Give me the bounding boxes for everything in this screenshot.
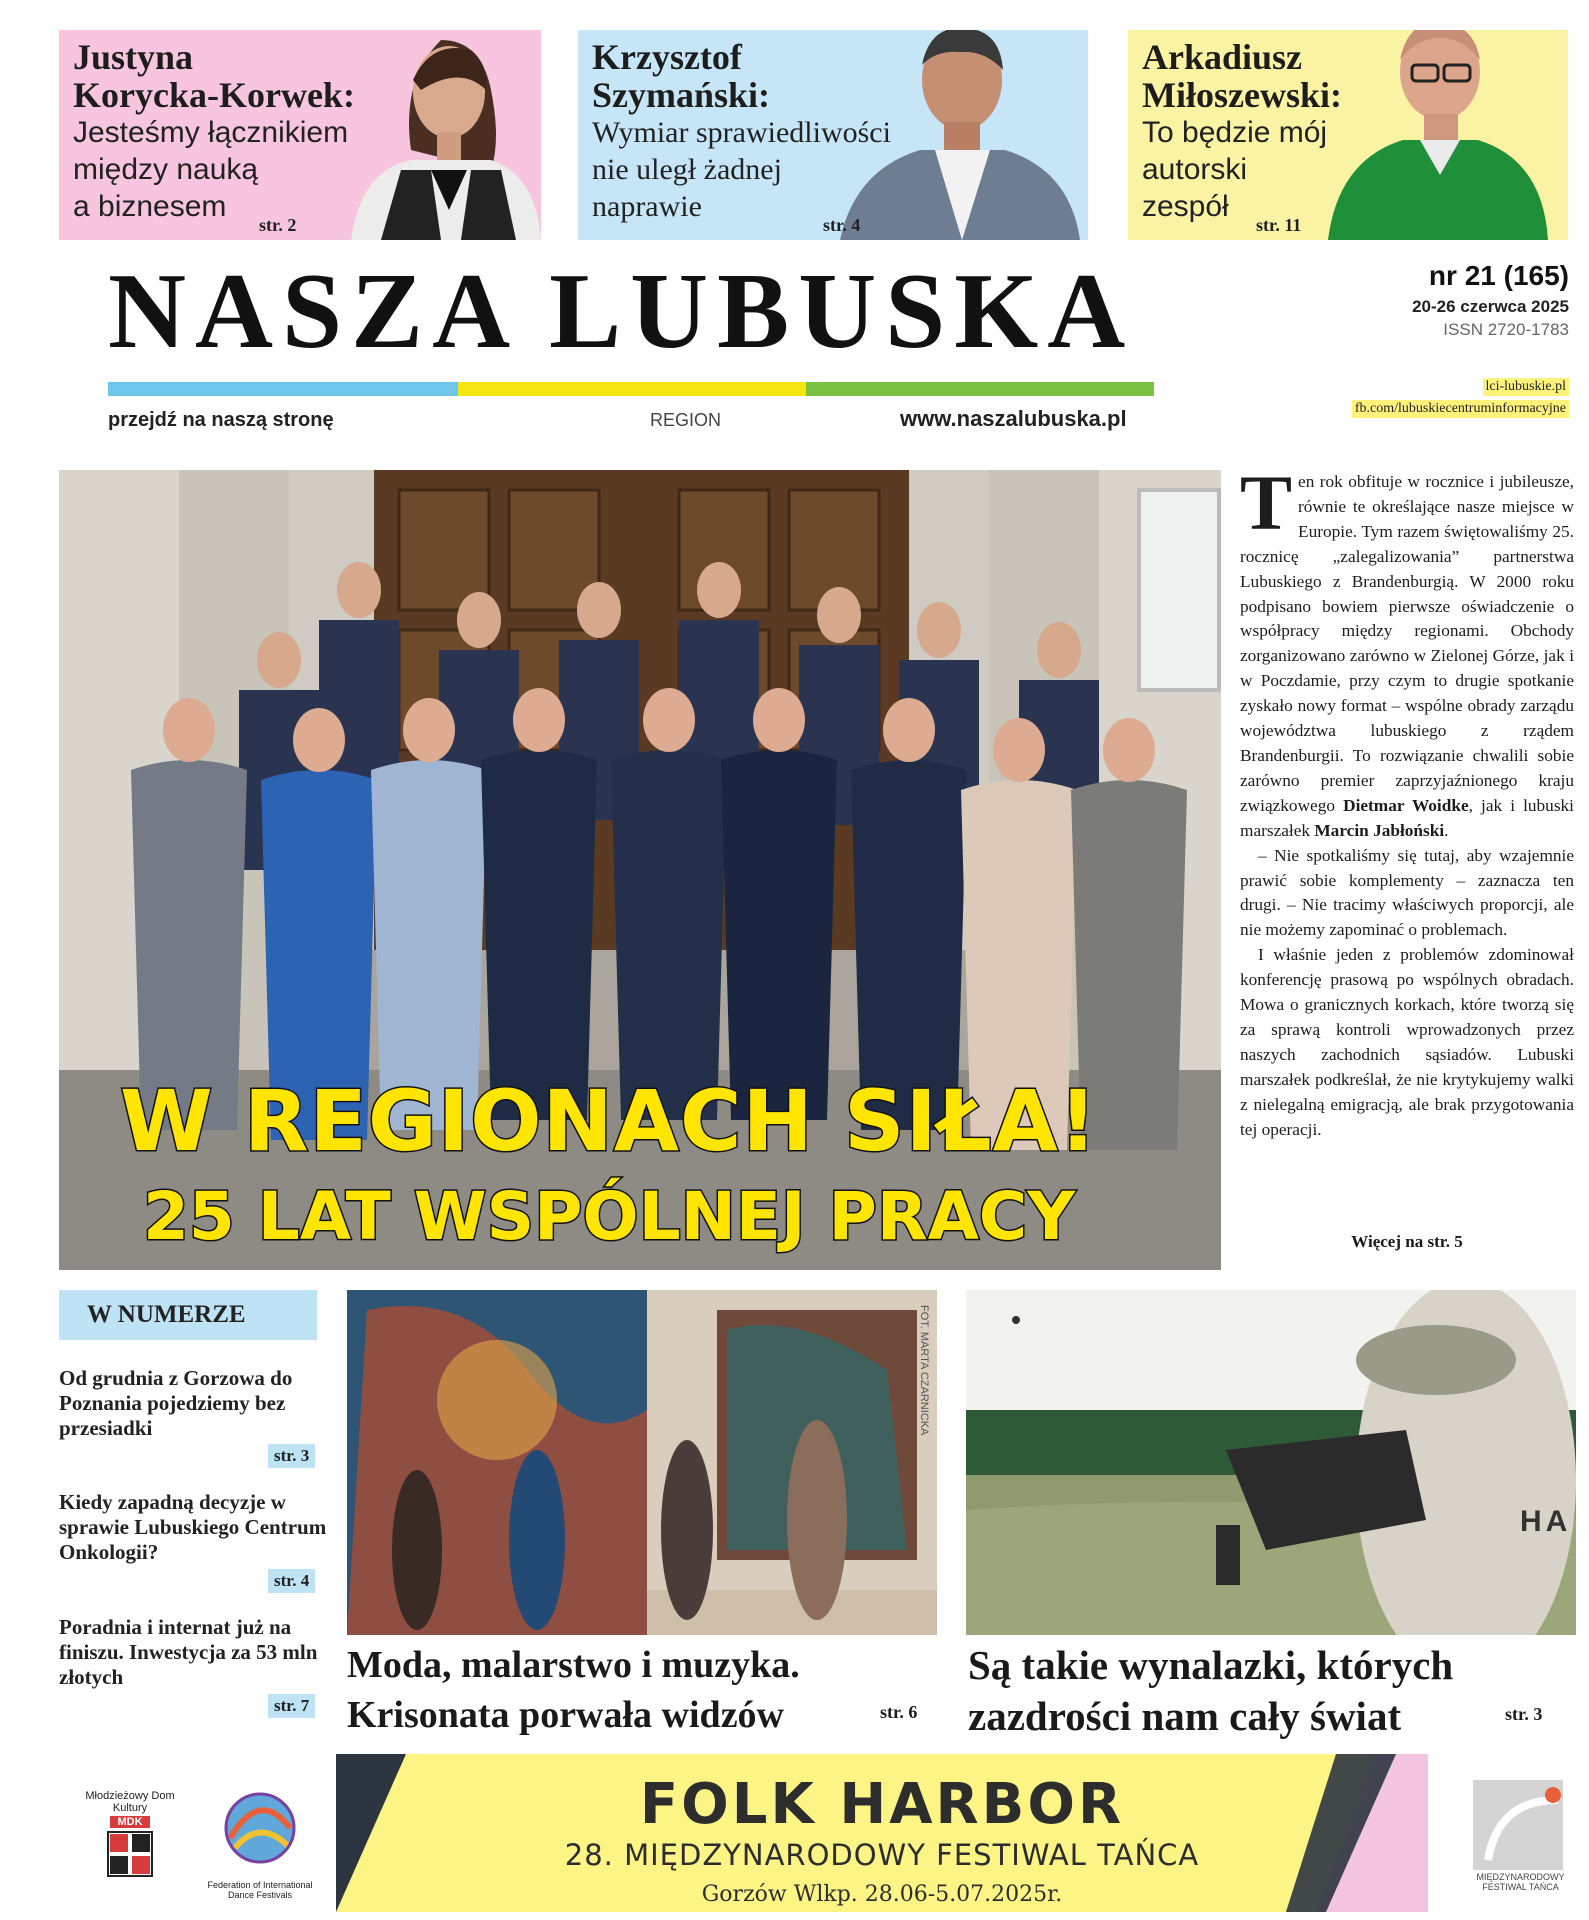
article-name-jablonski: Marcin Jabłoński — [1314, 820, 1445, 840]
masthead-tagline: przejdź na naszą stronę — [108, 409, 334, 431]
hero-headline: W REGIONACH SIŁA! — [119, 1072, 1099, 1170]
mdk-logo-text: Młodzieżowy Dom Kultury — [85, 1790, 175, 1814]
facebook-link[interactable]: fb.com/lubuskiecentruminformacyjne — [1352, 400, 1569, 418]
person-head — [337, 562, 381, 618]
invention-headline[interactable]: Są takie wynalazki, których zazdrości nam cały świat — [968, 1642, 1454, 1739]
person-head — [457, 592, 501, 648]
fashion-photo-image — [347, 1290, 937, 1635]
mdk-logo-badge: MDK — [110, 1816, 150, 1828]
teaser-korycka-page: str. 2 — [259, 215, 297, 235]
person-head — [403, 698, 455, 762]
fashion-photo[interactable] — [347, 1290, 937, 1635]
article-dropcap: T — [1240, 459, 1293, 546]
ad-title: FOLK HARBOR — [639, 1772, 1125, 1837]
masthead-title: NASZA LUBUSKA — [108, 252, 1135, 371]
fashion-page: str. 6 — [880, 1702, 918, 1722]
article-paragraph-1 — [1240, 459, 1574, 844]
person-body — [721, 750, 837, 1120]
festival-logo-icon — [1468, 1770, 1573, 1870]
in-issue-page[interactable]: str. 4 — [268, 1569, 315, 1593]
person-body — [611, 750, 727, 1120]
person-head — [993, 718, 1045, 782]
person-head — [513, 688, 565, 752]
article-name-woidke: Dietmar Woidke — [1343, 795, 1469, 815]
person-head — [257, 632, 301, 688]
teaser-korycka[interactable] — [59, 30, 541, 240]
teaser-szymanski-page: str. 4 — [823, 215, 861, 235]
invention-page: str. 3 — [1505, 1704, 1543, 1724]
teaser-szymanski-quote: Wymiar sprawiedliwości nie uległ żadnej naprawie — [592, 116, 891, 223]
masthead-region: REGION — [650, 410, 722, 430]
article-p1-mid: , jak i lubuski marszałek — [1240, 795, 1574, 840]
teaser-szymanski-name: Krzysztof Szymański: — [592, 37, 771, 115]
in-issue-item[interactable]: Poradnia i internat już na finiszu. Inwestycja za 53 mln złotych — [59, 1615, 318, 1689]
masthead-url-link[interactable]: www.naszalubuska.pl — [900, 406, 1127, 431]
article-more-link[interactable]: Więcej na str. 5 — [1351, 1232, 1463, 1251]
dance-festival-federation-icon — [200, 1768, 320, 1888]
fashion-photo-credit: FOT. MARTA CZARNICKA — [918, 1305, 930, 1436]
lead-article — [1240, 459, 1574, 1142]
article-paragraph-2: – Nie spotkaliśmy się tutaj, aby wzajemnie prawić sobie komplementy – zaznacza ten drugi. – Nie tracimy właściwych proporcji, ale nie możemy zapominać o problemach. — [1240, 845, 1574, 940]
masthead-bar-green — [806, 382, 1154, 396]
teaser-miloszewski[interactable] — [1128, 30, 1568, 240]
teaser-miloszewski-quote: To będzie mój autorski zespół — [1142, 116, 1328, 223]
in-issue-item[interactable]: Od grudnia z Gorzowa do Poznania pojedziemy bez przesiadki — [59, 1366, 293, 1440]
teaser-szymanski[interactable] — [578, 30, 1088, 240]
invention-photo-image — [966, 1290, 1576, 1635]
cioff-logo — [200, 1768, 320, 1898]
article-p1-text: en rok obfituje w rocznice i jubileusze, równie te określające nasze miejsce w Europie. Tym razem świętowaliśmy 25. rocznicę „zalegalizowania” partnerstwa Lubuskiego z Brandenburgią. W 2000 roku podpisano bowiem pierwsze oświadczenie o współpracy między regionami. Obchody zorganizowano zarówno w Zielonej Górze, jak i w Poczdamie, przy czym to drugie spotkanie zyskało nowy format – wspólne obrady zarządu województwa lubuskiego z rządem Brandenburgii. To rozwiązanie chwalili sobie zarówno premier zaprzyjaźnionego kraju związkowego — [1240, 472, 1574, 815]
person-head — [577, 582, 621, 638]
article-p1-end: . — [1444, 820, 1449, 840]
in-issue-header: W NUMERZE — [59, 1290, 317, 1340]
teaser-miloszewski-page: str. 11 — [1256, 215, 1302, 235]
masthead-bar-blue — [108, 382, 458, 396]
person-head — [697, 562, 741, 618]
masthead-bar-yellow — [458, 382, 806, 396]
teaser-korycka-quote: Jesteśmy łącznikiem między nauką a biznesem — [73, 116, 349, 223]
invention-photo[interactable] — [966, 1290, 1576, 1635]
portrait-korycka — [341, 30, 541, 240]
issue-date: 20-26 czerwca 2025 — [1412, 297, 1569, 316]
fashion-headline[interactable]: Moda, malarstwo i muzyka. Krisonata porwała widzów — [347, 1644, 800, 1736]
person-body — [481, 750, 597, 1120]
ad-subtitle: 28. MIĘDZYNARODOWY FESTIWAL TAŃCA — [564, 1838, 1200, 1872]
person-head — [163, 698, 215, 762]
person-head — [1037, 622, 1081, 678]
person-head — [753, 688, 805, 752]
in-issue-page[interactable]: str. 7 — [268, 1694, 315, 1718]
mdk-logo — [70, 1780, 190, 1900]
lci-website-link[interactable]: lci-lubuskie.pl — [1483, 378, 1570, 396]
person-head — [917, 602, 961, 658]
festival-logo — [1468, 1770, 1573, 1910]
hero-subheadline: 25 LAT WSPÓLNEJ PRACY — [142, 1178, 1076, 1255]
teaser-korycka-name: Justyna Korycka-Korwek: — [73, 37, 355, 115]
issue-number: nr 21 (165) — [1428, 260, 1569, 291]
in-issue-item[interactable]: Kiedy zapadną decyzje w sprawie Lubuskiego Centrum Onkologii? — [59, 1490, 327, 1564]
person-head — [817, 587, 861, 643]
person-head — [643, 688, 695, 752]
person-head — [883, 698, 935, 762]
portrait-miloszewski — [1328, 30, 1548, 240]
article-paragraph-3: I właśnie jeden z problemów zdominował konferencję prasową po wspólnych obradach. Mowa o granicznych korkach, które tworzą się za sprawą kontroli wprowadzonych przez naszych zachodnich sąsiadów. Lubuski marszałek podkreślał, że nie krytykujemy walki z nielegalną emigracją, ale brak przygotowania tej operacji. — [1240, 945, 1574, 1139]
teaser-miloszewski-name: Arkadiusz Miłoszewski: — [1142, 37, 1342, 115]
festival-logo-text: MIĘDZYNARODOWY FESTIWAL TAŃCA — [1476, 1872, 1565, 1892]
ad-dates: Gorzów Wlkp. 28.06-5.07.2025r. — [701, 1882, 1063, 1907]
in-issue-page[interactable]: str. 3 — [268, 1444, 315, 1468]
person-head — [293, 708, 345, 772]
issue-issn: ISSN 2720-1783 — [1443, 320, 1569, 339]
invention-device-text: HA — [1520, 1505, 1572, 1538]
person-head — [1103, 718, 1155, 782]
cioff-logo-text: Federation of International Dance Festivals — [207, 1880, 313, 1900]
